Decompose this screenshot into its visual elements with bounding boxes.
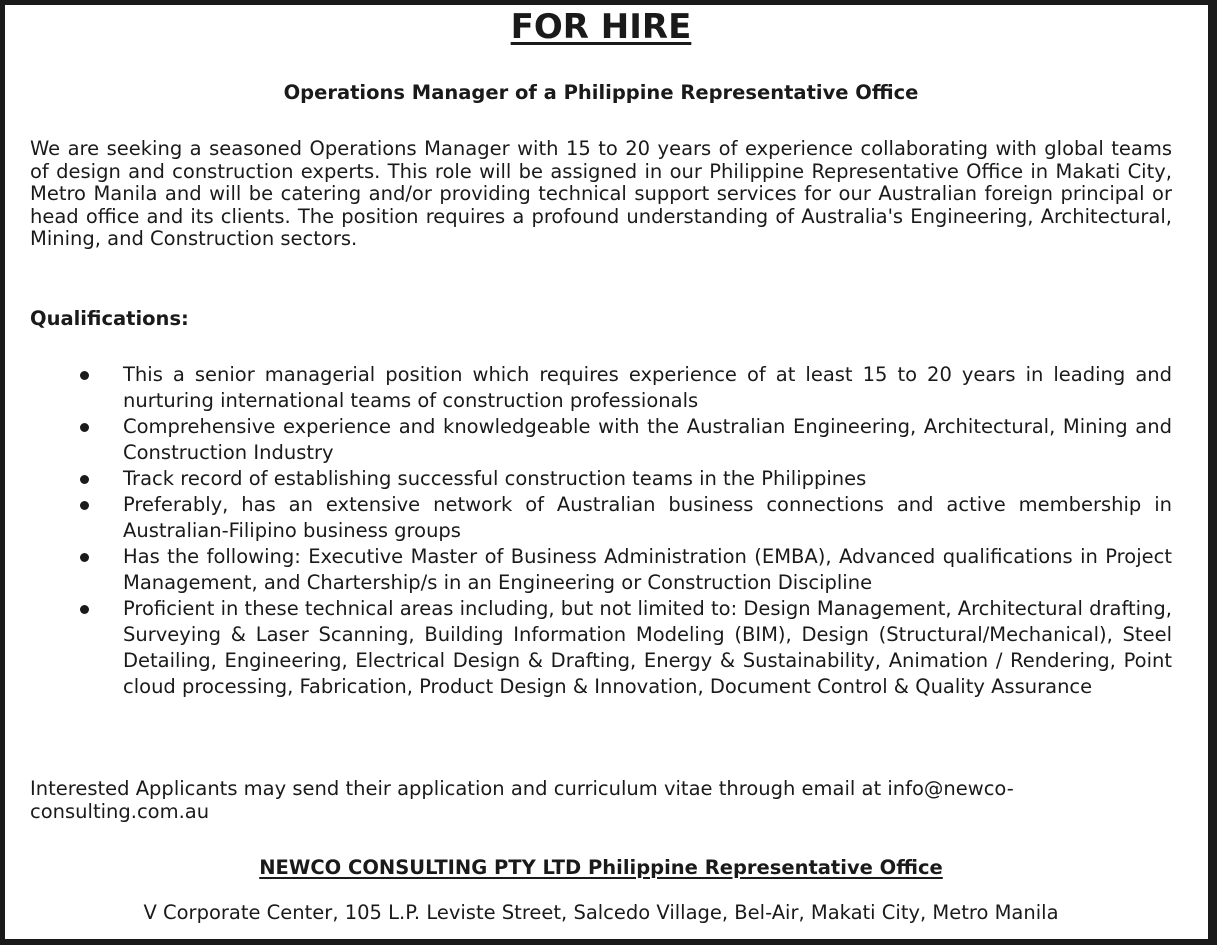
page-title: FOR HIRE: [510, 7, 692, 47]
bullet-icon: [80, 423, 89, 432]
qualifications-heading: Qualifications:: [30, 307, 189, 330]
bullet-icon: [80, 501, 89, 510]
application-instructions: Interested Applicants may send their application and curriculum vitae through email at info@newco-consulting.com.au: [30, 777, 1014, 823]
qualification-item: [30, 544, 1172, 596]
qualifications-list: [30, 362, 1172, 700]
qualification-item: [30, 492, 1172, 544]
bullet-icon: [80, 553, 89, 562]
qualification-text: Has the following: Executive Master of Business Administration (EMBA), Advanced qualifications in Project Management, and Chartership/s in an Engineering or Construction Discipline: [123, 545, 1172, 594]
bullet-icon: [80, 475, 89, 484]
bullet-icon: [80, 371, 89, 380]
qualification-item: [30, 362, 1172, 414]
qualification-item: [30, 414, 1172, 466]
qualification-text: Track record of establishing successful construction teams in the Philippines: [123, 467, 867, 490]
qualification-text: Comprehensive experience and knowledgeable with the Australian Engineering, Architectural, Mining and Construction Industry: [123, 415, 1172, 464]
qualification-text: Preferably, has an extensive network of Australian business connections and active membership in Australian-Filipino business groups: [123, 493, 1172, 542]
qualification-text: This a senior managerial position which requires experience of at least 15 to 20 years in leading and nurturing international teams of construction professionals: [123, 363, 1172, 412]
qualification-item: [30, 596, 1172, 700]
company-address: V Corporate Center, 105 L.P. Leviste Street, Salcedo Village, Bel-Air, Makati City, Metro Manila: [143, 901, 1059, 924]
company-name: NEWCO CONSULTING PTY LTD Philippine Representative Office: [259, 856, 943, 879]
job-description: We are seeking a seasoned Operations Manager with 15 to 20 years of experience collaborating with global teams of design and construction experts. This role will be assigned in our Philippine Representative Office in Makati City, Metro Manila and will be catering and/or providing technical support services for our Australian foreign principal or head office and its clients. The position requires a profound understanding of Australia's Engineering, Architectural, Mining, and Construction sectors.: [30, 137, 1172, 251]
job-title: Operations Manager of a Philippine Representative Office: [283, 81, 919, 104]
bullet-icon: [80, 605, 89, 614]
qualification-item: [30, 466, 1172, 492]
qualification-text: Proficient in these technical areas including, but not limited to: Design Management, Architectural drafting, Surveying & Laser Scanning, Building Information Modeling (BIM), Design (Structural/Mechanical), Steel Detailing, Engineering, Electrical Design & Drafting, Energy & Sustainability, Animation / Rendering, Point cloud processing, Fabrication, Product Design & Innovation, Document Control & Quality Assurance: [123, 597, 1172, 698]
